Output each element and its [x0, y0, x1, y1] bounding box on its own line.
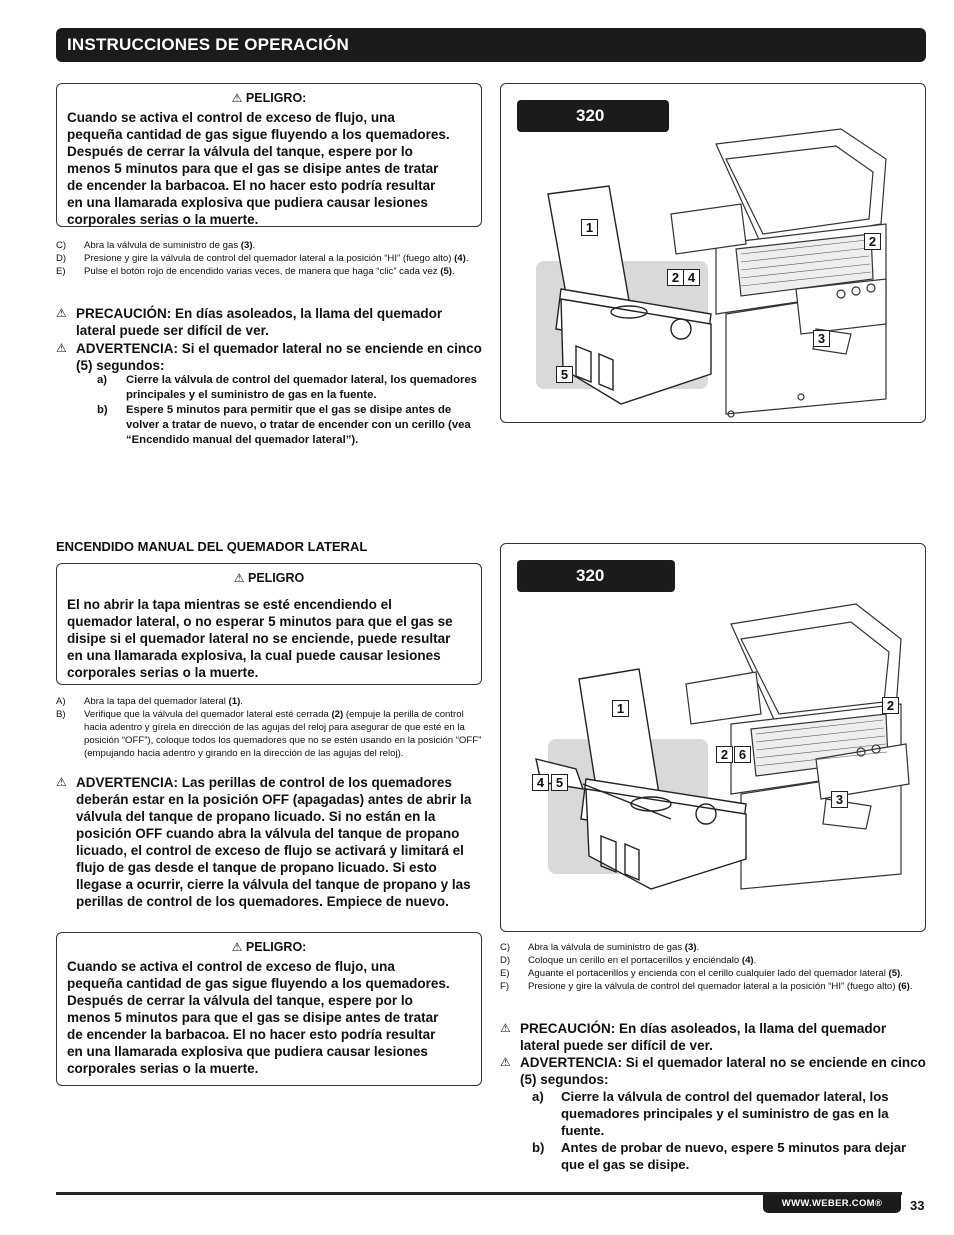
danger-box-upper [56, 83, 482, 227]
page-header [56, 28, 926, 62]
section-heading: ENCENDIDO MANUAL DEL QUEMADOR LATERAL [56, 539, 368, 554]
danger-line: Cuando se activa el control de exceso de flujo, una [67, 959, 395, 974]
danger-line: Cuando se activa el control de exceso de flujo, una [67, 110, 395, 125]
callout-3: 3 [813, 330, 830, 347]
model-tag: 320 [517, 560, 675, 592]
substep-item: a) Cierre la válvula de control del quemador lateral, los quemadores principales y el suministro de gas en la fuente. [97, 374, 477, 401]
danger-line: menos 5 minutos para que el gas se disipe antes de tratar [67, 1010, 439, 1025]
danger-line: corporales serias o la muerte. [67, 665, 259, 680]
warning-triangle-icon: ⚠ [231, 940, 243, 954]
danger-line: Después de cerrar la válvula del tanque, espere por lo [67, 993, 413, 1008]
step-item: F) Presione y gire la válvula de control del quemador lateral a la posición “HI” (fuego alto) (6). [500, 980, 913, 992]
step-item: E) Aguante el portacerillos y encienda con el cerillo cualquier lado del quemador lateral (5). [500, 967, 903, 979]
callout-1: 1 [612, 700, 629, 717]
warning-triangle-icon: ⚠ [56, 306, 67, 320]
footer-website: WWW.WEBER.COM® [763, 1195, 901, 1213]
substep-item: b) Antes de probar de nuevo, espere 5 minutos para dejar que el gas se disipe. [532, 1140, 907, 1172]
danger-box-lower [56, 932, 482, 1086]
warning-triangle-icon: ⚠ [500, 1021, 511, 1035]
caution-note-lower: ⚠ PRECAUCIÓN: En días asoleados, la llama del quemador lateral puede ser difícil de ver. [500, 1021, 887, 1053]
danger-line: menos 5 minutos para que el gas se disipe antes de tratar [67, 161, 439, 176]
danger-line: en una llamarada explosiva que pudiera causar lesiones [67, 1044, 428, 1059]
step-item: E) Pulse el botón rojo de encendido varias veces, de manera que haga “clic” cada vez (5). [56, 265, 455, 277]
callout-4: 4 [532, 774, 549, 791]
figure-grill-bottom [500, 543, 926, 932]
danger-line: pequeña cantidad de gas sigue fluyendo a los quemadores. [67, 976, 450, 991]
warning-substeps-lower [532, 1088, 926, 1173]
warning-triangle-icon: ⚠ [500, 1055, 511, 1069]
danger-line: de encender la barbacoa. El no hacer esto podría resultar [67, 178, 436, 193]
danger-line: de encender la barbacoa. El no hacer esto podría resultar [67, 1027, 436, 1042]
callout-2: 2 [667, 269, 684, 286]
danger-line: El no abrir la tapa mientras se esté encendiendo el [67, 597, 392, 612]
model-tag: 320 [517, 100, 669, 132]
steps-list-manual [56, 696, 484, 761]
danger-title: ⚠ PELIGRO: [231, 91, 307, 105]
grill-manual-ignite-illustration [501, 544, 926, 932]
callout-5: 5 [556, 366, 573, 383]
step-item: A) Abra la tapa del quemador lateral (1). [56, 696, 243, 707]
callout-4: 4 [683, 269, 700, 286]
substep-item: a) Cierre la válvula de control del quemador lateral, los quemadores principales y el suministro de gas en la fuente. [532, 1089, 889, 1138]
danger-line: quemador lateral, o no esperar 5 minutos para que el gas se [67, 614, 453, 629]
warning-note-manual: ⚠ ADVERTENCIA: Las perillas de control de los quemadores deberán estar en la posición OFF (apagadas) antes de abrir la válvula del tanque de propano licuado. Si no están en la posición OFF cuando abra la válvula del tanque de propano licuado, el control de exceso de flujo se activará y limitará el flujo de gas desde el tanque de propano licuado. Si esto llegase a ocurrir, cierre la válvula del tanque de propano y las perillas de control de los quemadores. Empiece de nuevo. [56, 775, 472, 909]
step-item: B) Verifique que la válvula del quemador lateral esté cerrada (2) (empuje la perilla de control hacia adentro y gírela en dirección de las agujas del reloj para asegurar de que esté en la posición “OFF”), coloque todos los quemadores que no se estén usando en la posición “OFF” (empujando hacia adentro y girando en la dirección de las agujas del reloj). [56, 708, 482, 759]
danger-title: ⚠ PELIGRO: [231, 940, 307, 954]
danger-title: ⚠ PELIGRO [233, 571, 305, 585]
callout-3: 3 [831, 791, 848, 808]
callout-2: 2 [864, 233, 881, 250]
step-item: D) Coloque un cerillo en el portacerillos y enciéndalo (4). [500, 954, 757, 966]
warning-note-lower: ⚠ ADVERTENCIA: Si el quemador lateral no se enciende en cinco (5) segundos: [500, 1055, 926, 1087]
danger-line: corporales serias o la muerte. [67, 1061, 259, 1076]
danger-line: corporales serias o la muerte. [67, 212, 259, 227]
step-item: D) Presione y gire la válvula de control del quemador lateral a la posición “HI” (fuego alto) (4). [56, 252, 469, 264]
danger-line: disipe si el quemador lateral no se enciende, puede resultar [67, 631, 451, 646]
caution-note-upper: ⚠ PRECAUCIÓN: En días asoleados, la llama del quemador lateral puede ser difícil de ver. [56, 306, 443, 338]
danger-line: en una llamarada explosiva, la cual puede causar lesiones [67, 648, 441, 663]
danger-line: pequeña cantidad de gas sigue fluyendo a los quemadores. [67, 127, 450, 142]
page-number: 33 [910, 1198, 925, 1213]
danger-box-manual [56, 563, 482, 685]
callout-2: 2 [716, 746, 733, 763]
danger-line: en una llamarada explosiva que pudiera causar lesiones [67, 195, 428, 210]
step-item: C) Abra la válvula de suministro de gas (3). [500, 942, 700, 953]
warning-triangle-icon: ⚠ [233, 571, 245, 585]
step-item: C) Abra la válvula de suministro de gas (3). [56, 240, 256, 251]
callout-6: 6 [734, 746, 751, 763]
page-title: INSTRUCCIONES DE OPERACIÓN [67, 35, 349, 54]
callout-2: 2 [882, 697, 899, 714]
warning-triangle-icon: ⚠ [56, 341, 67, 355]
warning-triangle-icon: ⚠ [231, 91, 243, 105]
callout-1: 1 [581, 219, 598, 236]
callout-5: 5 [551, 774, 568, 791]
danger-line: Después de cerrar la válvula del tanque, espere por lo [67, 144, 413, 159]
warning-substeps-upper [97, 373, 484, 448]
warning-note-upper: ⚠ ADVERTENCIA: Si el quemador lateral no se enciende en cinco (5) segundos: [56, 341, 482, 373]
substep-item: b) Espere 5 minutos para permitir que el gas se disipe antes de volver a tratar de nuevo, o tratar de encender con un cerillo (vea “Encendido manual del quemador lateral”). [97, 404, 471, 446]
figure-grill-top [500, 83, 926, 423]
warning-triangle-icon: ⚠ [56, 775, 67, 789]
steps-list-upper [56, 240, 484, 279]
steps-list-lower-right [500, 942, 928, 994]
